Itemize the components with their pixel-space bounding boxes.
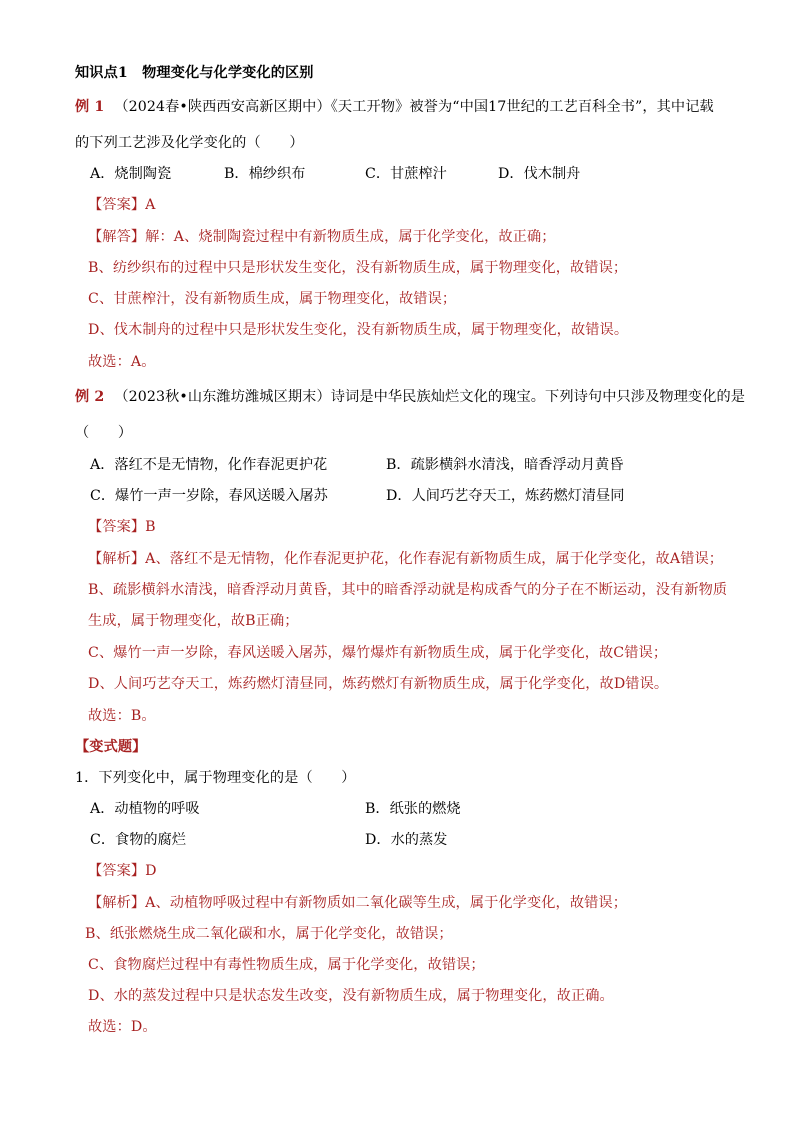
- question-1-option-d: D．水的蒸发: [365, 832, 448, 848]
- question-1-stem: 1．下列变化中，属于物理变化的是（ ）: [75, 770, 356, 786]
- example-2-option-a: A．落红不是无情物，化作春泥更护花: [90, 457, 328, 473]
- question-1-explanation-line: 【解析】A、动植物呼吸过程中有新物质如二氧化碳等生成，属于化学变化，故错误；: [88, 895, 627, 911]
- example-2-stem-line-1: [75, 387, 745, 407]
- example-2-option-d: D．人间巧艺夺天工，炼药燃灯清昼同: [386, 488, 625, 504]
- example-1-explanation-line: B、纺纱织布的过程中只是形状发生变化，没有新物质生成，属于物理变化，故错误；: [88, 260, 628, 276]
- example-2-answer: 【答案】B: [88, 519, 156, 535]
- example-2-conclusion: 故选：B。: [88, 708, 156, 724]
- example-1-answer: 【答案】A: [88, 197, 156, 213]
- example-2-option-c: C．爆竹一声一岁除，春风送暖入屠苏: [90, 488, 328, 504]
- section-title: 知识点1 物理变化与化学变化的区别: [75, 65, 314, 81]
- question-1-explanation-line: D、水的蒸发过程中只是状态发生改变，没有新物质生成，属于物理变化，故正确。: [88, 988, 614, 1004]
- example-1-stem-line-1: [75, 97, 714, 117]
- example-2-option-b: B．疏影横斜水清浅，暗香浮动月黄昏: [386, 457, 624, 473]
- example-2-explanation-line: B、疏影横斜水清浅，暗香浮动月黄昏，其中的暗香浮动就是构成香气的分子在不断运动，没有新物质: [88, 582, 728, 598]
- example-1-option-b: B．棉纱织布: [224, 166, 306, 182]
- example-1-explanation-line: C、甘蔗榨汁，没有新物质生成，属于物理变化，故错误；: [88, 291, 457, 307]
- question-1-explanation-line: B、纸张燃烧生成二氧化碳和水，属于化学变化，故错误；: [85, 926, 453, 942]
- example-2-explanation-line: D、人间巧艺夺天工，炼药燃灯清昼同，炼药燃灯有新物质生成，属于化学变化，故D错误。: [88, 676, 669, 692]
- example-2-explanation-line: 【解析】A、落红不是无情物，化作春泥更护花，化作春泥有新物质生成，属于化学变化，故A错误；: [88, 551, 724, 567]
- example-2-stem-line-2: （ ）: [75, 425, 133, 441]
- example-2-explanation-line: C、爆竹一声一岁除，春风送暖入屠苏，爆竹爆炸有新物质生成，属于化学变化，故C错误；: [88, 645, 668, 661]
- example-2-label: 例 2: [75, 389, 105, 405]
- example-1-option-c: C．甘蔗榨汁: [365, 166, 447, 182]
- question-1-conclusion: 故选：D。: [88, 1019, 157, 1035]
- example-1-conclusion: 故选：A。: [88, 354, 156, 370]
- question-1-explanation-line: C、食物腐烂过程中有毒性物质生成，属于化学变化，故错误；: [88, 957, 485, 973]
- question-1-option-a: A．动植物的呼吸: [90, 801, 200, 817]
- example-2-stem-text: （2023秋•山东潍坊潍城区期末）诗词是中华民族灿烂文化的瑰宝。下列诗句中只涉及物理变化的是: [114, 389, 746, 405]
- example-1-option-a: A．烧制陶瓷: [90, 166, 172, 182]
- variant-header: 【变式题】: [75, 739, 147, 755]
- example-1-stem-line-2: 的下列工艺涉及化学变化的（ ）: [75, 135, 304, 151]
- question-1-option-c: C．食物的腐烂: [90, 832, 186, 848]
- example-1-explanation-line: 【解答】解：A、烧制陶瓷过程中有新物质生成，属于化学变化，故正确；: [88, 229, 556, 245]
- example-1-label: 例 1: [75, 99, 105, 115]
- question-1-answer: 【答案】D: [88, 863, 157, 879]
- example-1-stem-text: （2024春•陕西西安高新区期中）《天工开物》被誉为“中国17世纪的工艺百科全书”，其中记载: [114, 99, 714, 115]
- example-1-explanation-line: D、伐木制舟的过程中只是形状发生变化，没有新物质生成，属于物理变化，故错误。: [88, 322, 629, 338]
- example-1-option-d: D．伐木制舟: [498, 166, 581, 182]
- example-2-explanation-line: 生成，属于物理变化，故B正确；: [88, 613, 299, 629]
- question-1-option-b: B．纸张的燃烧: [365, 801, 461, 817]
